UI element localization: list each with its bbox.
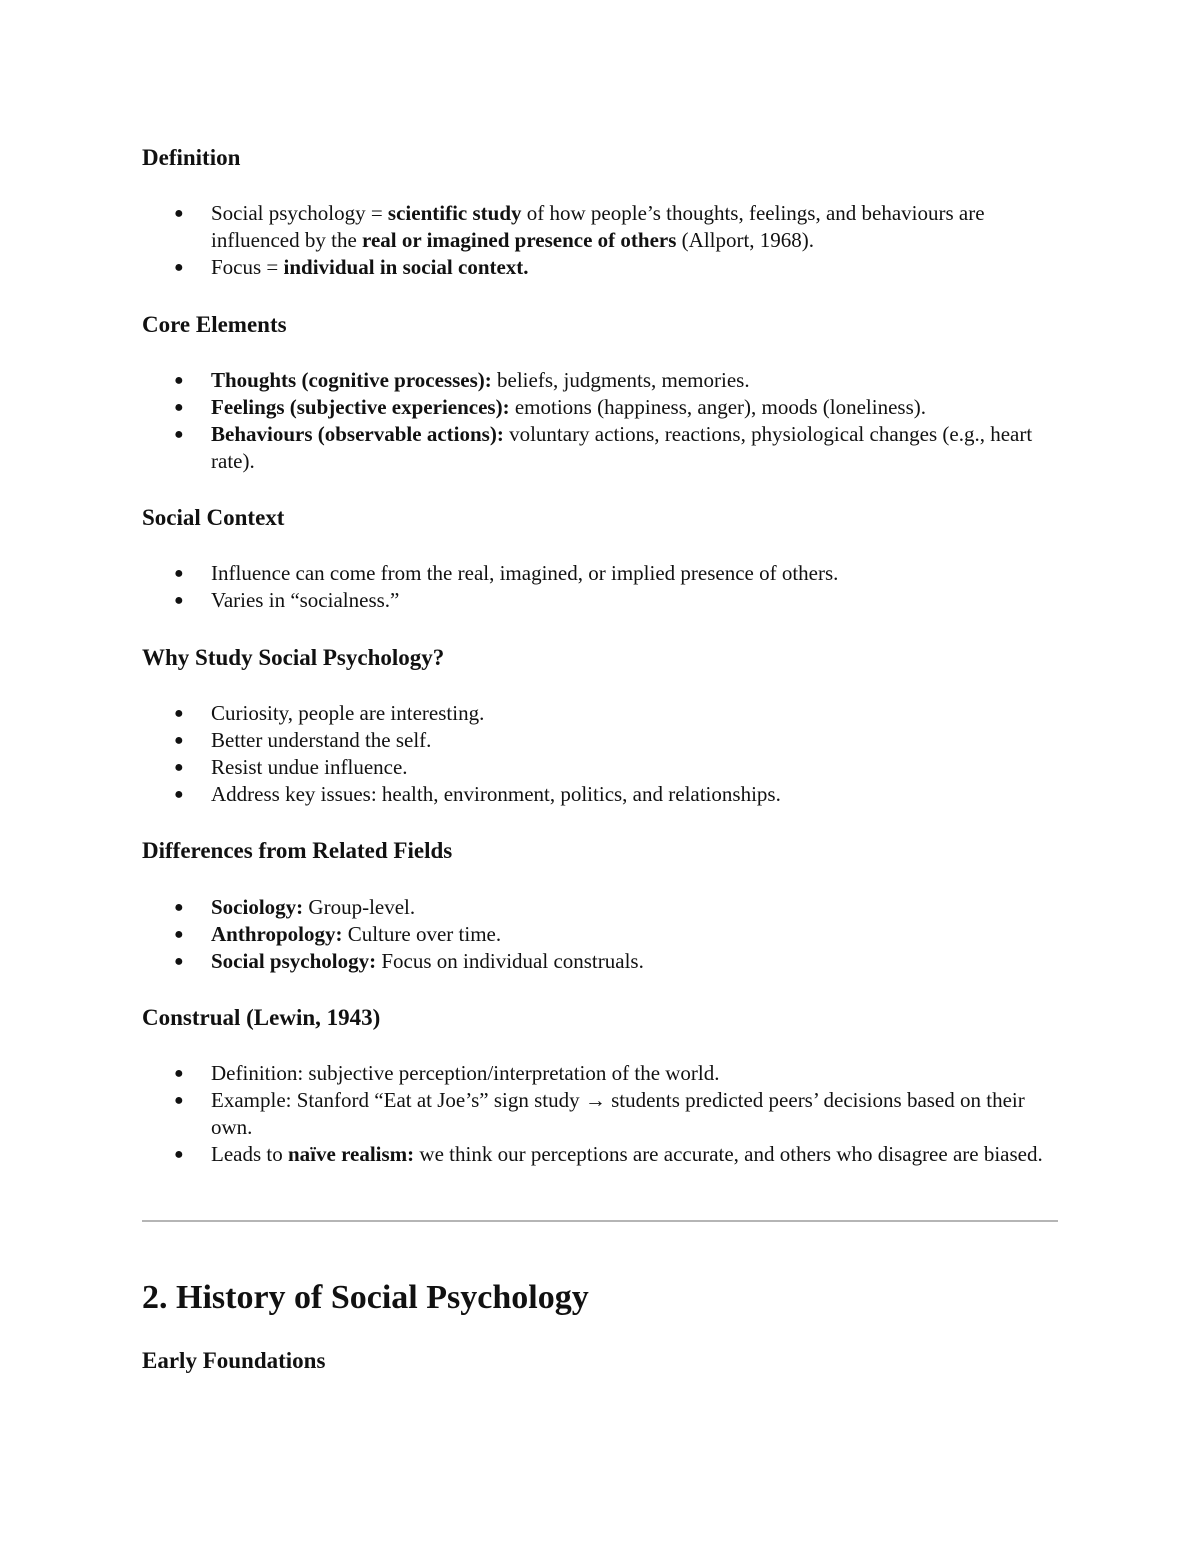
bullet-icon: ● (174, 372, 184, 389)
bullet-icon: ● (174, 732, 184, 749)
section-heading-core-elements: Core Elements (142, 312, 287, 337)
chapter-heading-history: 2. History of Social Psychology (142, 1279, 589, 1316)
bullet-icon: ● (174, 426, 184, 443)
list-item (0, 254, 1200, 281)
bullet-icon: ● (174, 205, 184, 222)
bullet-icon: ● (174, 592, 184, 609)
list-item (0, 948, 1200, 975)
list-item (0, 754, 1200, 781)
bold-text: naïve realism: (287, 1142, 415, 1166)
bullet-icon: ● (174, 926, 184, 943)
text-run: (Allport, 1968). (676, 228, 815, 252)
section-heading-social-context: Social Context (142, 505, 285, 530)
bullet-icon: ● (174, 565, 184, 582)
text-run: Better understand the self. (211, 728, 432, 752)
section-heading-definition: Definition (142, 145, 241, 170)
bullet-icon: ● (174, 899, 184, 916)
text-run: voluntary actions, reactions, physiological changes (e.g., heart rate). (211, 422, 1033, 473)
bullet-icon: ● (174, 786, 184, 803)
list-item (0, 421, 1200, 475)
bullet-icon: ● (174, 759, 184, 776)
text-run: Group-level. (303, 895, 416, 919)
core-elements-list (0, 367, 1200, 475)
list-item (0, 394, 1200, 421)
list-item (0, 1141, 1200, 1168)
bold-text: scientific study (387, 201, 522, 225)
construal-list (0, 1060, 1200, 1168)
bold-text: Anthropology: (211, 922, 343, 946)
text-run: Varies in “socialness.” (211, 588, 400, 612)
text-run: Focus = (211, 255, 284, 279)
text-run: Influence can come from the real, imagined, or implied presence of others. (211, 561, 839, 585)
bullet-icon: ● (174, 953, 184, 970)
text-run: Focus on individual construals. (376, 949, 644, 973)
list-item (0, 367, 1200, 394)
list-item (0, 781, 1200, 808)
bold-text: individual in social context. (283, 255, 529, 279)
list-item (0, 700, 1200, 727)
bold-text: Behaviours (observable actions): (211, 422, 504, 446)
text-run: Social psychology = (211, 201, 388, 225)
list-item (0, 1087, 1200, 1141)
text-run: Example: Stanford “Eat at Joe’s” sign study → students predicted peers’ decisions based on their own. (211, 1088, 1025, 1139)
definition-list (0, 200, 1200, 281)
text-run: Culture over time. (342, 922, 502, 946)
text-run: Curiosity, people are interesting. (211, 701, 485, 725)
list-item (0, 1060, 1200, 1087)
list-item (0, 727, 1200, 754)
bold-text: Thoughts (cognitive processes): (211, 368, 492, 392)
section-heading-early-foundations: Early Foundations (142, 1348, 326, 1373)
text-run: beliefs, judgments, memories. (491, 368, 750, 392)
text-run: Leads to (211, 1142, 288, 1166)
bullet-icon: ● (174, 1146, 184, 1163)
bold-text: real or imagined presence of others (362, 228, 677, 252)
text-run: of how people’s thoughts, feelings, and behaviours are influenced by the (211, 201, 985, 252)
bold-text: Social psychology: (211, 949, 377, 973)
section-heading-differences: Differences from Related Fields (142, 838, 453, 863)
text-run: we think our perceptions are accurate, and others who disagree are biased. (414, 1142, 1043, 1166)
section-heading-construal: Construal (Lewin, 1943) (142, 1005, 381, 1030)
bullet-icon: ● (174, 399, 184, 416)
horizontal-divider (142, 1220, 1058, 1222)
bullet-icon: ● (174, 1092, 184, 1109)
bullet-icon: ● (174, 259, 184, 276)
text-run: Definition: subjective perception/interpretation of the world. (211, 1061, 720, 1085)
section-heading-why-study: Why Study Social Psychology? (142, 645, 445, 670)
list-item (0, 200, 1200, 254)
bold-text: Sociology: (211, 895, 304, 919)
why-study-list (0, 700, 1200, 808)
differences-list (0, 894, 1200, 975)
bullet-icon: ● (174, 705, 184, 722)
list-item (0, 560, 1200, 587)
bullet-icon: ● (174, 1065, 184, 1082)
list-item (0, 587, 1200, 614)
list-item (0, 894, 1200, 921)
list-item (0, 921, 1200, 948)
text-run: emotions (happiness, anger), moods (loneliness). (509, 395, 926, 419)
social-context-list (0, 560, 1200, 614)
bold-text: Feelings (subjective experiences): (211, 395, 510, 419)
text-run: Address key issues: health, environment, politics, and relationships. (211, 782, 781, 806)
text-run: Resist undue influence. (211, 755, 408, 779)
